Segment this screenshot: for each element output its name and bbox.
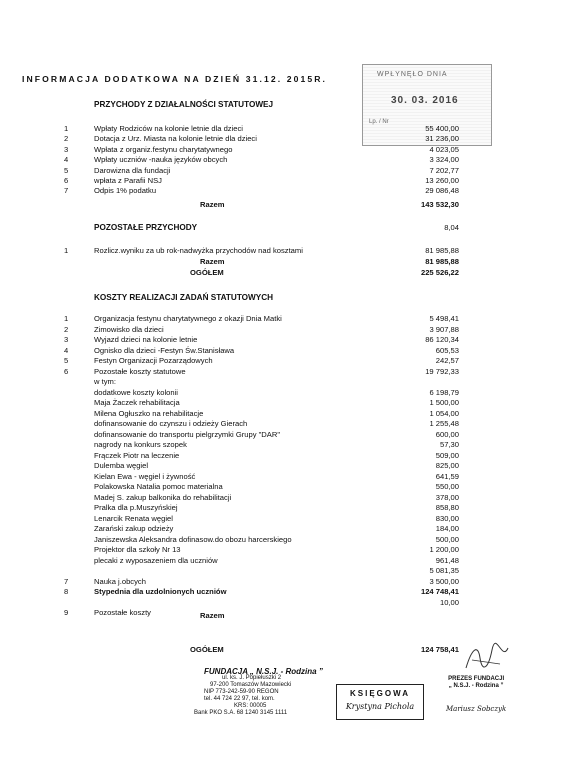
row-number: 1 <box>64 124 69 133</box>
row-value: 242,57 <box>435 356 459 365</box>
row-value: 5 081,35 <box>429 566 459 575</box>
table-row <box>0 155 567 165</box>
row-value: 500,00 <box>435 534 459 544</box>
document-title: INFORMACJA DODATKOWA NA DZIEŃ 31.12. 2015R. <box>22 74 328 84</box>
table-row <box>0 598 567 608</box>
row-label: Wyjazd dzieci na kolonie letnie <box>94 335 198 344</box>
row-value: 825,00 <box>435 461 459 470</box>
table-row <box>0 186 567 196</box>
table-row <box>0 124 567 134</box>
president-stamp <box>446 676 506 713</box>
row-label: Milena Ogłuszko na rehabilitacje <box>94 408 204 418</box>
row-value: 3 324,00 <box>429 155 459 165</box>
row-number: 4 <box>64 155 69 165</box>
president-name: Mariusz Sobczyk <box>446 705 507 713</box>
table-row <box>0 356 567 366</box>
row-value: 31 236,00 <box>425 134 459 144</box>
foundation-city: 97-200 Tomaszów Mazowiecki <box>210 682 292 688</box>
row-value: 550,00 <box>435 482 459 491</box>
foundation-bank: Bank PKO S.A. 68 1240 3145 1111 <box>194 710 288 716</box>
row-label: Pralka dla p.Muszyńskiej <box>94 503 178 512</box>
row-label: Odpis 1% podatku <box>94 186 157 196</box>
section-pozostale: POZOSTAŁE PRZYCHODY <box>94 223 198 232</box>
foundation-krs: KRS: 00005 <box>234 703 267 709</box>
table-row <box>0 545 567 555</box>
table-row <box>0 451 567 461</box>
row-value: 86 120,34 <box>425 335 459 344</box>
table-row <box>0 166 567 176</box>
foundation-name: FUNDACJA „ N.S.J. - Rodzina ” <box>204 667 323 676</box>
row-label: Janiszewska Aleksandra dofinasow.do obozu harcerskiego <box>94 534 292 544</box>
row-value: 378,00 <box>435 492 459 502</box>
row-label: Projektor dla szkoły Nr 13 <box>94 545 181 554</box>
row-number: 6 <box>64 366 69 376</box>
row-value: 55 400,00 <box>425 124 459 133</box>
table-row <box>0 440 567 450</box>
stamp-date: 30. 03. 2016 <box>391 95 459 106</box>
row-value: 1 500,00 <box>429 398 459 407</box>
table-row <box>0 388 567 398</box>
foundation-phone: tel. 44 724 22 97, tel. kom. <box>204 696 275 702</box>
table-row <box>0 493 567 503</box>
section-przychody: PRZYCHODY Z DZIAŁALNOŚCI STATUTOWEJ <box>94 100 274 109</box>
table-row <box>0 482 567 492</box>
row-value: 509,00 <box>435 450 459 460</box>
row-label: Wpłaty uczniów -nauka języków obcych <box>94 155 228 165</box>
row-number: 3 <box>64 335 69 344</box>
row-value: 29 086,48 <box>425 186 459 196</box>
table-row <box>0 577 567 587</box>
row-number: 5 <box>64 165 69 175</box>
row-number: 4 <box>64 345 69 355</box>
row-label: Polakowska Natalia pomoc materialna <box>94 482 223 491</box>
row-label: Stypednia dla uzdolnionych uczniów <box>94 587 227 596</box>
row-label: Kielan Ewa - węgiel i żywność <box>94 471 196 481</box>
row-number: 7 <box>64 186 69 196</box>
row-value: 57,30 <box>439 440 459 449</box>
row-label: Organizacja festynu charytatywnego z okazji Dnia Matki <box>94 314 282 323</box>
razem-label: Razem <box>200 200 225 209</box>
table-row <box>0 535 567 545</box>
table-row <box>0 461 567 471</box>
table-row <box>0 419 567 429</box>
row-label: Festyn Organizacji Pozarządowych <box>94 356 213 365</box>
row-label: Pozostałe koszty statutowe <box>94 366 186 376</box>
table-row <box>0 587 567 597</box>
row-value: 3 907,88 <box>429 324 459 334</box>
row-value: 830,00 <box>435 513 459 523</box>
foundation-nip: NIP 773-242-59-90 REGON <box>204 689 279 695</box>
foundation-stamp <box>194 667 323 717</box>
row-label: wpłata z Parafii NSJ <box>94 176 162 185</box>
przychody-razem-value: 143 532,30 <box>420 200 459 209</box>
row-label: Wpłata z organiz.festynu charytatywnego <box>94 144 233 154</box>
row-number: 2 <box>64 324 69 334</box>
pozostale-row <box>0 223 567 233</box>
ogolem-label: OGÓŁEM <box>190 645 224 654</box>
row-label: dodatkowe koszty kolonii <box>94 387 178 397</box>
rozlicz-number: 1 <box>64 246 69 255</box>
row-label: Nauka j.obcych <box>94 576 146 586</box>
table-row <box>0 176 567 186</box>
rozlicz-row <box>0 246 567 256</box>
row-label: Madej S. zakup balkonika do rehabilitacji <box>94 492 232 502</box>
rozlicz-razem-value: 81 985,88 <box>425 257 459 266</box>
row-value: 1 054,00 <box>429 408 459 418</box>
row-label: w tym: <box>94 377 116 386</box>
row-label: Frączek Piotr na leczenie <box>94 450 180 460</box>
accountant-stamp <box>336 684 424 720</box>
row-number: 9 <box>64 608 69 617</box>
przychody-razem-row <box>0 200 567 210</box>
table-row <box>0 430 567 440</box>
stamp-number: Lp. / Nr <box>369 119 389 125</box>
table-row <box>0 556 567 566</box>
row-value: 605,53 <box>435 345 459 355</box>
table-row <box>0 524 567 534</box>
row-value: 19 792,33 <box>425 366 459 376</box>
row-value: 600,00 <box>435 429 459 439</box>
rozlicz-label: Rozlicz.wyniku za ub rok-nadwyżka przychodów nad kosztami <box>94 246 303 255</box>
ogolem-label: OGÓŁEM <box>190 268 224 277</box>
row-value: 5 498,41 <box>429 314 459 323</box>
row-number: 2 <box>64 134 69 144</box>
row-value: 10,00 <box>439 597 459 607</box>
row-label: Darowizna dla fundacji <box>94 165 171 175</box>
table-row <box>0 367 567 377</box>
table-row <box>0 145 567 155</box>
accountant-title: KSIĘGOWA <box>349 689 410 698</box>
row-label: dofinansowanie do transportu pielgrzymki Grupy "DAR" <box>94 429 281 439</box>
row-value: 13 260,00 <box>425 176 459 185</box>
row-label: nagrody na konkurs szopek <box>94 440 187 449</box>
table-row <box>0 134 567 144</box>
table-row <box>0 566 567 576</box>
table-row <box>0 314 567 324</box>
table-row <box>0 346 567 356</box>
row-value: 7 202,77 <box>429 165 459 175</box>
row-label: dofinansowanie do czynszu i odzieży Gierach <box>94 419 248 428</box>
row-number: 1 <box>64 314 69 323</box>
przychody-ogolem-row <box>0 268 567 278</box>
rozlicz-razem-row <box>0 257 567 267</box>
razem-label: Razem <box>200 611 225 620</box>
row-number: 8 <box>64 587 69 596</box>
table-row <box>0 325 567 335</box>
section-koszty: KOSZTY REALIZACJI ZADAŃ STATUTOWYCH <box>94 293 274 302</box>
accountant-name: Krystyna Pichola <box>345 702 415 711</box>
row-value: 4 023,05 <box>429 144 459 154</box>
table-row <box>0 377 567 387</box>
foundation-address: ul. ks. J. Popiełuszki 2 <box>222 675 282 681</box>
pozostale-value: 8,04 <box>444 223 459 232</box>
president-org: „ N.S.J. - Rodzina ” <box>448 683 504 689</box>
row-label: Zimowisko dla dzieci <box>94 324 164 334</box>
table-row <box>0 335 567 345</box>
row-label: Dulemba węgiel <box>94 461 149 470</box>
row-number: 3 <box>64 144 69 154</box>
row-value: 184,00 <box>435 524 459 533</box>
table-row <box>0 514 567 524</box>
row-label: Maja Żaczek rehabilitacja <box>94 398 180 407</box>
row-value: 858,80 <box>435 503 459 512</box>
row-label: Wpłaty Rodziców na kolonie letnie dla dzieci <box>94 124 243 133</box>
rozlicz-value: 81 985,88 <box>425 246 459 255</box>
row-value: 124 748,41 <box>420 587 459 596</box>
row-label: Pozostałe koszty <box>94 608 151 617</box>
stamp-label: WPŁYNĘŁO DNIA <box>377 71 448 78</box>
row-value: 3 500,00 <box>429 576 459 586</box>
przychody-ogolem-value: 225 526,22 <box>420 268 459 277</box>
row-value: 961,48 <box>435 555 459 565</box>
razem-label: Razem <box>200 257 225 266</box>
table-row <box>0 503 567 513</box>
row-label: Dotacja z Urz. Miasta na kolonie letnie dla dzieci <box>94 134 257 144</box>
row-label: Ognisko dla dzieci -Festyn Św.Stanisława <box>94 345 235 355</box>
koszty-ogolem-value: 124 758,41 <box>420 645 459 654</box>
row-label: plecaki z wyposazeniem dla uczniów <box>94 555 218 565</box>
row-number: 5 <box>64 356 69 365</box>
row-label: Lenarcik Renata węgiel <box>94 513 173 523</box>
row-label: Zarański zakup odzieży <box>94 524 174 533</box>
row-value: 1 255,48 <box>429 419 459 428</box>
president-title: PREZES FUNDACJI <box>448 676 505 682</box>
row-number: 6 <box>64 176 69 185</box>
row-value: 6 198,79 <box>429 387 459 397</box>
row-value: 641,59 <box>435 471 459 481</box>
row-value: 1 200,00 <box>429 545 459 554</box>
row-number: 7 <box>64 576 69 586</box>
table-row <box>0 472 567 482</box>
table-row <box>0 398 567 408</box>
table-row <box>0 409 567 419</box>
koszty-razem-row <box>0 611 567 621</box>
signature-icon <box>462 640 512 676</box>
